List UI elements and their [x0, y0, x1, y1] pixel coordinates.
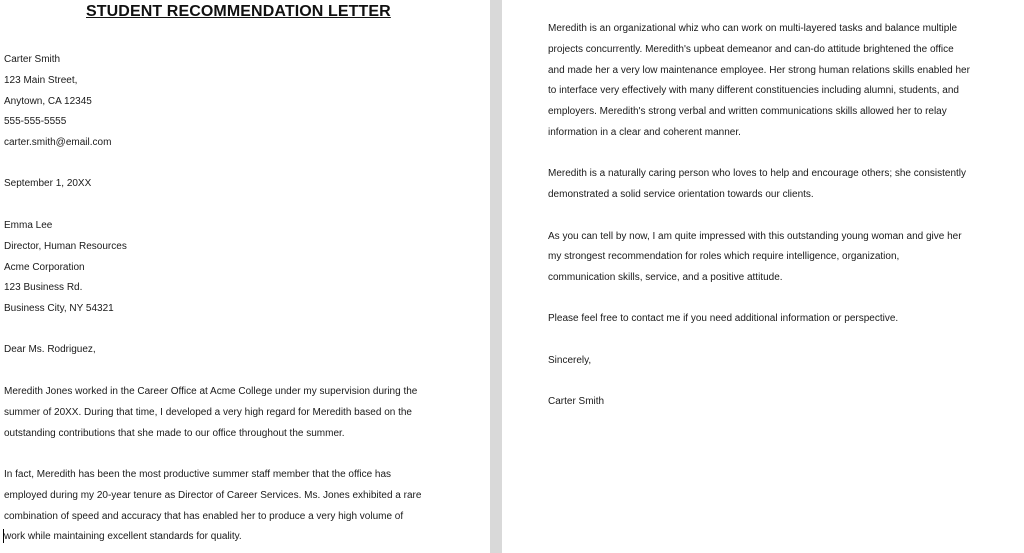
recipient-title: Director, Human Resources — [4, 241, 127, 252]
paragraph-5-line: communication skills, service, and a positive attitude. — [548, 272, 783, 283]
page-separator — [490, 0, 502, 553]
paragraph-3-line: information in a clear and coherent manner. — [548, 127, 741, 138]
paragraph-2-line: In fact, Meredith has been the most productive summer staff member that the office has — [4, 469, 392, 480]
paragraph-2-line: work while maintaining excellent standards for quality. — [4, 531, 242, 542]
paragraph-1-line: summer of 20XX. During that time, I developed a very high regard for Meredith based on the — [4, 407, 412, 418]
paragraph-5-line: my strongest recommendation for roles which require intelligence, organization, — [548, 251, 900, 262]
sender-street: 123 Main Street, — [4, 75, 78, 86]
paragraph-3-line: and made her a very low maintenance employee. Her strong human relations skills enabled her — [548, 65, 970, 76]
paragraph-6-line: Please feel free to contact me if you need additional information or perspective. — [548, 313, 899, 324]
sender-email: carter.smith@email.com — [4, 137, 112, 148]
sender-name: Carter Smith — [4, 54, 61, 65]
recipient-company: Acme Corporation — [4, 262, 85, 273]
recipient-street: 123 Business Rd. — [4, 282, 83, 293]
recipient-name: Emma Lee — [4, 220, 53, 231]
paragraph-2-line: combination of speed and accuracy that has enabled her to produce a very high volume of — [4, 511, 404, 522]
closing: Sincerely, — [548, 355, 592, 366]
recipient-city: Business City, NY 54321 — [4, 303, 114, 314]
letter-date: September 1, 20XX — [4, 178, 92, 189]
text-cursor — [3, 529, 4, 543]
sender-phone: 555-555-5555 — [4, 116, 67, 127]
page-2[interactable] — [502, 0, 1024, 553]
paragraph-1-line: outstanding contributions that she made to our office throughout the summer. — [4, 428, 345, 439]
paragraph-5-line: As you can tell by now, I am quite impressed with this outstanding young woman and give her — [548, 231, 962, 242]
paragraph-4-line: Meredith is a naturally caring person who loves to help and encourage others; she consistently — [548, 168, 967, 179]
paragraph-3-line: projects concurrently. Meredith's upbeat demeanor and can-do attitude brightened the office — [548, 44, 954, 55]
page-1[interactable] — [0, 0, 490, 553]
paragraph-2-line: employed during my 20-year tenure as Director of Career Services. Ms. Jones exhibited a rare — [4, 490, 422, 501]
letter-title: STUDENT RECOMMENDATION LETTER — [86, 3, 391, 20]
signature: Carter Smith — [548, 396, 605, 407]
paragraph-4-line: demonstrated a solid service orientation towards our clients. — [548, 189, 814, 200]
paragraph-3-line: to interface very effectively with many different constituencies including alumni, students, and — [548, 85, 959, 96]
paragraph-3-line: Meredith is an organizational whiz who can work on multi-layered tasks and balance multiple — [548, 23, 958, 34]
paragraph-1-line: Meredith Jones worked in the Career Office at Acme College under my supervision during the — [4, 386, 418, 397]
sender-city: Anytown, CA 12345 — [4, 96, 92, 107]
paragraph-3-line: employers. Meredith's strong verbal and written communications skills allowed her to relay — [548, 106, 947, 117]
salutation: Dear Ms. Rodriguez, — [4, 344, 96, 355]
